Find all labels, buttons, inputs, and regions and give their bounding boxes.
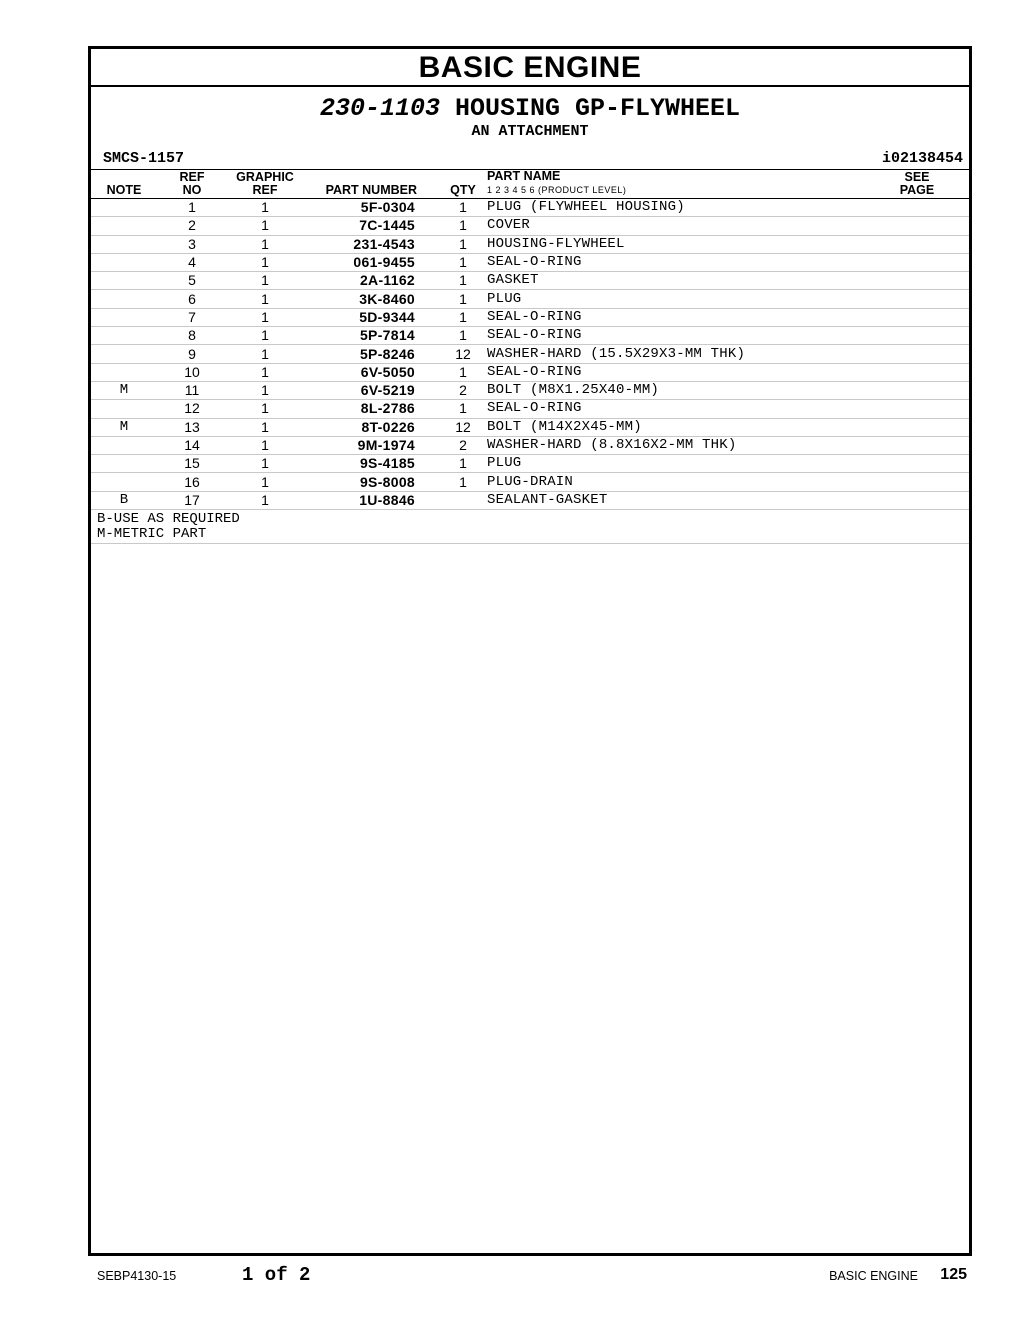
row-part-name: SEAL-O-RING	[483, 400, 865, 418]
row-qty: 12	[443, 418, 483, 436]
row-part-name: PLUG-DRAIN	[483, 473, 865, 491]
id-row	[91, 141, 969, 170]
row-see-page	[865, 290, 969, 308]
header-see-page: SEE PAGE	[865, 170, 969, 199]
header-ref-no: REF NO	[157, 170, 227, 199]
row-graphic-ref: 1	[227, 473, 303, 491]
row-part-name: SEAL-O-RING	[483, 363, 865, 381]
group-number: 230-1103	[319, 94, 440, 123]
row-part-number: 231-4543	[303, 235, 443, 253]
row-qty: 1	[443, 290, 483, 308]
row-graphic-ref: 1	[227, 290, 303, 308]
table-row	[91, 217, 969, 235]
row-note	[91, 290, 157, 308]
row-see-page	[865, 272, 969, 290]
row-see-page	[865, 327, 969, 345]
row-part-name: PLUG	[483, 455, 865, 473]
row-qty: 1	[443, 363, 483, 381]
note-line: M-METRIC PART	[97, 526, 207, 543]
note-line: B-USE AS REQUIRED	[97, 511, 240, 528]
table-row	[91, 327, 969, 345]
row-part-name: WASHER-HARD (8.8X16X2-MM THK)	[483, 436, 865, 454]
table-row	[91, 345, 969, 363]
row-part-name: SEALANT-GASKET	[483, 491, 865, 509]
row-part-number: 061-9455	[303, 253, 443, 271]
row-see-page	[865, 253, 969, 271]
table-header	[91, 170, 969, 199]
row-note: B	[91, 491, 157, 509]
row-see-page	[865, 381, 969, 399]
row-part-number: 9S-8008	[303, 473, 443, 491]
table-row	[91, 455, 969, 473]
table-row	[91, 400, 969, 418]
row-graphic-ref: 1	[227, 436, 303, 454]
row-qty: 12	[443, 345, 483, 363]
row-see-page	[865, 436, 969, 454]
row-part-name: SEAL-O-RING	[483, 253, 865, 271]
row-graphic-ref: 1	[227, 327, 303, 345]
group-subtitle: AN ATTACHMENT	[471, 123, 589, 140]
row-graphic-ref: 1	[227, 491, 303, 509]
row-part-number: 6V-5050	[303, 363, 443, 381]
row-ref-no: 14	[157, 436, 227, 454]
row-part-number: 7C-1445	[303, 217, 443, 235]
table-row	[91, 235, 969, 253]
row-qty: 1	[443, 235, 483, 253]
row-part-name: PLUG (FLYWHEEL HOUSING)	[483, 199, 865, 217]
row-see-page	[865, 235, 969, 253]
row-part-number: 9S-4185	[303, 455, 443, 473]
row-see-page	[865, 491, 969, 509]
row-see-page	[865, 455, 969, 473]
illustration-id: i02138454	[881, 150, 963, 167]
row-part-name: COVER	[483, 217, 865, 235]
parts-table	[91, 170, 969, 510]
row-graphic-ref: 1	[227, 235, 303, 253]
row-qty: 1	[443, 455, 483, 473]
row-part-number: 1U-8846	[303, 491, 443, 509]
group-title	[91, 95, 969, 123]
row-graphic-ref: 1	[227, 308, 303, 326]
row-note	[91, 217, 157, 235]
table-row	[91, 199, 969, 217]
row-ref-no: 3	[157, 235, 227, 253]
table-row	[91, 290, 969, 308]
row-part-number: 5P-8246	[303, 345, 443, 363]
row-graphic-ref: 1	[227, 272, 303, 290]
header-part-name: PART NAME 1 2 3 4 5 6 (PRODUCT LEVEL)	[483, 170, 865, 199]
row-ref-no: 6	[157, 290, 227, 308]
group-name: HOUSING GP-FLYWHEEL	[455, 94, 741, 123]
table-row	[91, 253, 969, 271]
row-part-name: GASKET	[483, 272, 865, 290]
row-see-page	[865, 363, 969, 381]
notes-block	[91, 510, 969, 544]
row-see-page	[865, 199, 969, 217]
row-qty: 1	[443, 327, 483, 345]
row-part-number: 5D-9344	[303, 308, 443, 326]
table-row	[91, 272, 969, 290]
section-title: BASIC ENGINE	[91, 49, 969, 87]
row-graphic-ref: 1	[227, 455, 303, 473]
row-ref-no: 7	[157, 308, 227, 326]
row-graphic-ref: 1	[227, 400, 303, 418]
row-part-number: 8L-2786	[303, 400, 443, 418]
row-ref-no: 5	[157, 272, 227, 290]
row-graphic-ref: 1	[227, 381, 303, 399]
row-qty: 1	[443, 400, 483, 418]
row-graphic-ref: 1	[227, 363, 303, 381]
header-graphic-ref: GRAPHIC REF	[227, 170, 303, 199]
row-note: M	[91, 381, 157, 399]
row-part-number: 2A-1162	[303, 272, 443, 290]
row-part-number: 5P-7814	[303, 327, 443, 345]
table-row	[91, 436, 969, 454]
row-part-number: 8T-0226	[303, 418, 443, 436]
row-note: M	[91, 418, 157, 436]
row-ref-no: 1	[157, 199, 227, 217]
table-row	[91, 308, 969, 326]
row-ref-no: 2	[157, 217, 227, 235]
row-part-name: PLUG	[483, 290, 865, 308]
smcs-code: SMCS-1157	[103, 150, 185, 167]
page-number: 125	[940, 1266, 967, 1283]
row-part-number: 5F-0304	[303, 199, 443, 217]
row-ref-no: 15	[157, 455, 227, 473]
row-graphic-ref: 1	[227, 418, 303, 436]
row-note	[91, 253, 157, 271]
table-row	[91, 418, 969, 436]
row-note	[91, 308, 157, 326]
row-see-page	[865, 345, 969, 363]
table-row	[91, 473, 969, 491]
page-footer	[0, 1264, 1020, 1290]
row-part-name: SEAL-O-RING	[483, 327, 865, 345]
row-qty: 1	[443, 217, 483, 235]
row-note	[91, 400, 157, 418]
row-note	[91, 345, 157, 363]
row-note	[91, 363, 157, 381]
table-row	[91, 381, 969, 399]
row-note	[91, 272, 157, 290]
row-part-name: BOLT (M14X2X45-MM)	[483, 418, 865, 436]
footer-section: BASIC ENGINE	[829, 1269, 918, 1283]
header-qty: QTY	[443, 170, 483, 199]
row-part-number: 3K-8460	[303, 290, 443, 308]
row-ref-no: 11	[157, 381, 227, 399]
row-ref-no: 12	[157, 400, 227, 418]
row-part-number: 6V-5219	[303, 381, 443, 399]
row-qty: 2	[443, 381, 483, 399]
row-note	[91, 455, 157, 473]
row-part-number: 9M-1974	[303, 436, 443, 454]
row-see-page	[865, 400, 969, 418]
row-qty: 1	[443, 199, 483, 217]
row-qty: 1	[443, 253, 483, 271]
row-graphic-ref: 1	[227, 199, 303, 217]
parts-page-frame	[88, 46, 972, 1256]
row-qty: 1	[443, 473, 483, 491]
row-note	[91, 327, 157, 345]
table-row	[91, 363, 969, 381]
row-ref-no: 16	[157, 473, 227, 491]
row-graphic-ref: 1	[227, 253, 303, 271]
row-qty	[443, 491, 483, 509]
row-ref-no: 13	[157, 418, 227, 436]
row-graphic-ref: 1	[227, 345, 303, 363]
row-ref-no: 10	[157, 363, 227, 381]
row-note	[91, 235, 157, 253]
row-qty: 1	[443, 308, 483, 326]
row-note	[91, 473, 157, 491]
row-qty: 1	[443, 272, 483, 290]
header-part-number: PART NUMBER	[303, 170, 443, 199]
page-of: 1 of 2	[242, 1264, 311, 1286]
row-part-name: HOUSING-FLYWHEEL	[483, 235, 865, 253]
row-ref-no: 9	[157, 345, 227, 363]
row-qty: 2	[443, 436, 483, 454]
row-ref-no: 4	[157, 253, 227, 271]
table-row	[91, 491, 969, 509]
row-ref-no: 8	[157, 327, 227, 345]
row-part-name: WASHER-HARD (15.5X29X3-MM THK)	[483, 345, 865, 363]
row-see-page	[865, 217, 969, 235]
header-note: NOTE	[91, 170, 157, 199]
row-graphic-ref: 1	[227, 217, 303, 235]
row-part-name: BOLT (M8X1.25X40-MM)	[483, 381, 865, 399]
row-see-page	[865, 418, 969, 436]
row-ref-no: 17	[157, 491, 227, 509]
row-see-page	[865, 308, 969, 326]
row-note	[91, 436, 157, 454]
row-see-page	[865, 473, 969, 491]
row-part-name: SEAL-O-RING	[483, 308, 865, 326]
row-note	[91, 199, 157, 217]
doc-number: SEBP4130-15	[97, 1269, 177, 1283]
product-level-label: 1 2 3 4 5 6 (PRODUCT LEVEL)	[487, 185, 627, 195]
